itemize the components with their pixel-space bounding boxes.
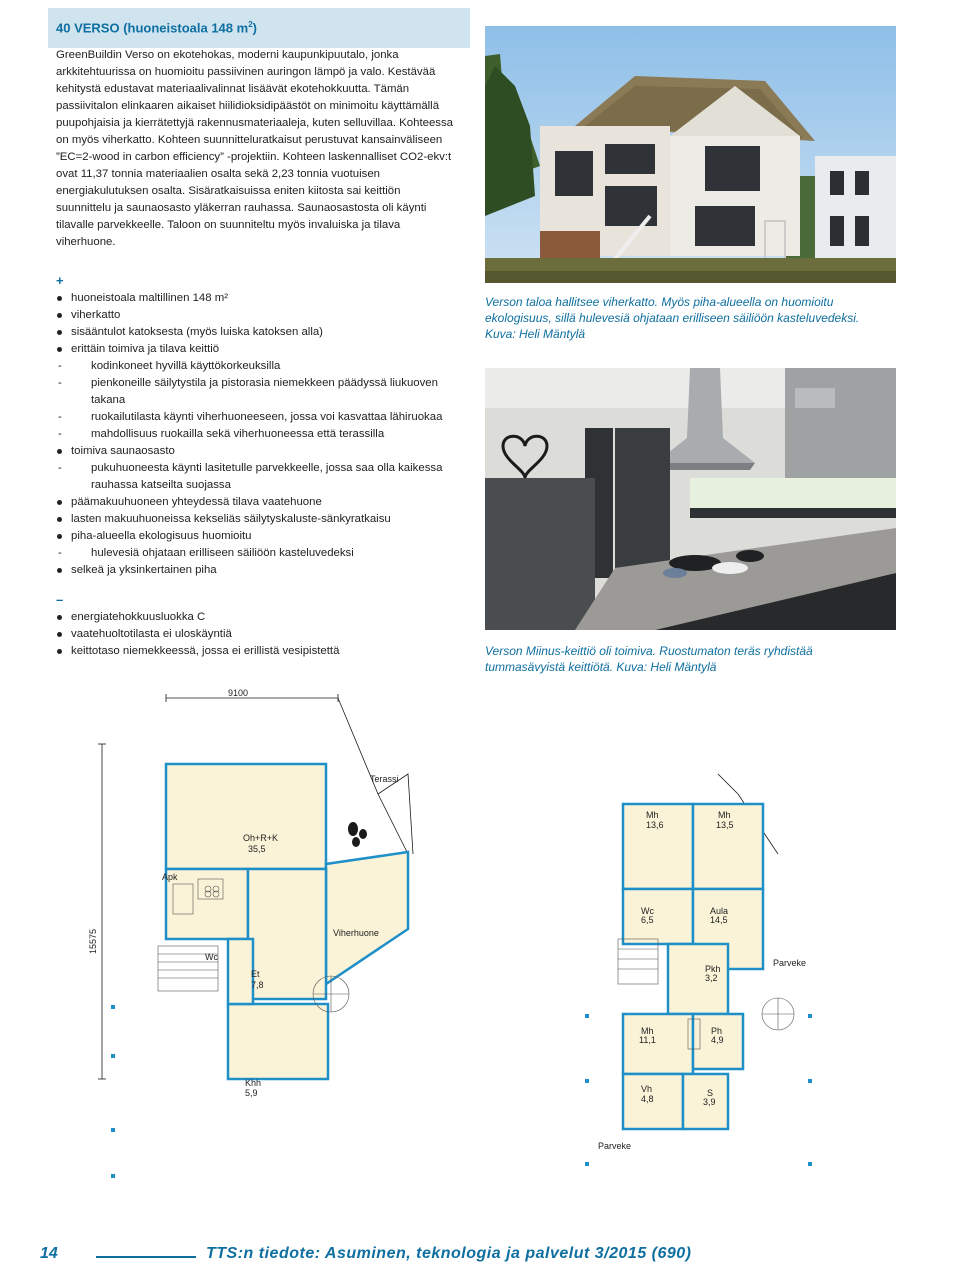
plan-mh3-area: 11,1 [639, 1035, 656, 1045]
plan-wc2-area: 6,5 [641, 915, 654, 925]
plan-hall-label: Et [251, 969, 260, 979]
list-item: toimiva saunaosasto [56, 443, 456, 460]
plan-aula-area: 14,5 [710, 915, 728, 925]
list-item: piha-alueella ekologisuus huomioitu [56, 528, 456, 545]
floor-plan [78, 684, 868, 1184]
list-item: lasten makuuhuoneissa kekseliäs säilytyskaluste-sänkyratkaisu [56, 511, 456, 528]
plan-mh2-label: Mh [718, 810, 731, 820]
photo1-caption: Verson taloa hallitsee viherkatto. Myös piha-alueella on huomioitu ekologisuus, sillä hulevesiä ohjataan erilliseen säiliöön kasteluvedeksi. Kuva: Heli Mäntylä [485, 295, 860, 341]
plan-mh1-area: 13,6 [646, 820, 664, 830]
plan-height-dimension: 15575 [88, 928, 98, 954]
plan-ph-label: Ph [711, 1026, 723, 1036]
page-number: 14 [40, 1245, 58, 1262]
plan-ph-area: 4,9 [711, 1035, 724, 1045]
list-item: erittäin toimiva ja tilava keittiö [56, 341, 456, 358]
list-item: viherkatto [56, 307, 456, 324]
plan-mh3-label: Mh [641, 1026, 654, 1036]
list-item: energiatehokkuusluokka C [56, 609, 456, 626]
plan-green-room-label: Viherhuone [333, 928, 379, 938]
intro-text: GreenBuildin Verso on ekotehokas, moderni kaupunkipuutalo, jonka arkkitehtuurissa on huomioitu passiivinen auringon lämpö ja valo. Kestävää kehitystä edustavat materiaalivalinnat lisäävät ekotehokkuutta. Tämän passiivitalon elinkaaren aikaiset hiilidioksidipäästöt on minimoitu käyttämällä puupohjaisia ja kierrätettyjä rakennusmateriaaleja, kuten selluvillaa. Kohteessa on myös viherkatto. Kohteen suunnitteluratkaisut perustuvat kansainväliseen ”EC=2-wood in carbon efficiency” -projektiin. Kohteen laskennalliset CO2-ekv:t ovat 11,37 tonnia materiaalien osalta sekä 2,23 tonnia vuotuisen energiakulutuksen osalta. Sisäratkaisuissa eniten kiitosta sai keittiön suunnittelu ja saunaosasto yläkerran rauhassa. Saunaosastosta oli käynti tilavalle parvekkeelle. Taloon on suunniteltu myös invaluiska ja tilava viherhuone. [56, 49, 454, 248]
list-item: päämakuuhuoneen yhteydessä tilava vaatehuone [56, 494, 456, 511]
plan-balcony1-label: Parveke [773, 958, 807, 968]
plan-wc-label: Wc [205, 952, 218, 962]
plan-vh-area: 4,8 [641, 1094, 654, 1104]
sub-list-item: - mahdollisuus ruokailla sekä viherhuoneessa että terassilla [58, 428, 385, 440]
plan-pkh-area: 3,2 [705, 973, 718, 983]
plan-pkh-label: Pkh [705, 964, 721, 974]
publication-title: TTS:n tiedote: Asuminen, teknologia ja palvelut 3/2015 (690) [206, 1245, 692, 1262]
pros-sign: + [56, 273, 64, 288]
list-item: huoneistoala maltillinen 148 m² [56, 290, 456, 307]
sub-list-item: - pienkoneille säilytystila ja pistorasia niemekkeen päädyssä liukuoven takana [58, 377, 438, 406]
plan-terrace-label: Terassi [370, 774, 399, 784]
plan-vh-label: Vh [641, 1084, 653, 1094]
plan-balcony2-label: Parveke [598, 1141, 632, 1151]
list-item: keittotaso niemekkeessä, jossa ei erillistä vesipistettä [56, 643, 456, 660]
plan-s-area: 3,9 [703, 1097, 716, 1107]
photo2-caption: Verson Miinus-keittiö oli toimiva. Ruostumaton teräs ryhdistää tummasävyistä keittiötä. Kuva: Heli Mäntylä [485, 644, 813, 674]
list-item: sisääntulot katoksesta (myös luiska katoksen alla) [56, 324, 456, 341]
cons-list [56, 609, 456, 660]
plan-khh-area: 5,9 [245, 1088, 258, 1098]
footer-rule [96, 1256, 196, 1258]
pros-list [56, 290, 456, 579]
house-exterior-photo [485, 26, 896, 283]
pros-cons-list [56, 272, 456, 660]
list-item: vaatehuoltotilasta ei uloskäyntiä [56, 626, 456, 643]
sub-list-item: - pukuhuoneesta käynti lasitetulle parvekkeelle, jossa saa olla kaikessa rauhassa katseilta suojassa [58, 462, 443, 491]
plan-s-label: S [707, 1088, 714, 1098]
plan-khh-label: Khh [245, 1078, 262, 1088]
cons-sign: – [56, 592, 64, 607]
plan-mh1-label: Mh [646, 810, 659, 820]
plan-hall-area: 7,8 [251, 980, 264, 990]
plan-apk-label: Apk [162, 872, 178, 882]
plan-kitchen-label: Oh+R+K [243, 833, 279, 843]
plan-mh2-area: 13,5 [716, 820, 734, 830]
list-item: selkeä ja yksinkertainen piha [56, 562, 456, 579]
plan-width-dimension: 9100 [228, 688, 249, 698]
sub-list-item: - kodinkoneet hyvillä käyttökorkeuksilla [58, 360, 281, 372]
plan-wc2-label: Wc [641, 906, 654, 916]
article-title: 40 VERSO (huoneistoala 148 $m^2$) [56, 20, 257, 36]
plan-aula-label: Aula [710, 906, 729, 916]
kitchen-photo [485, 368, 896, 630]
plan-kitchen-area: 35,5 [248, 844, 266, 854]
sub-list-item: - hulevesiä ohjataan erilliseen säiliöön kasteluvedeksi [58, 547, 354, 559]
sub-list-item: - ruokailutilasta käynti viherhuoneeseen, jossa voi kasvattaa lähiruokaa [58, 411, 443, 423]
